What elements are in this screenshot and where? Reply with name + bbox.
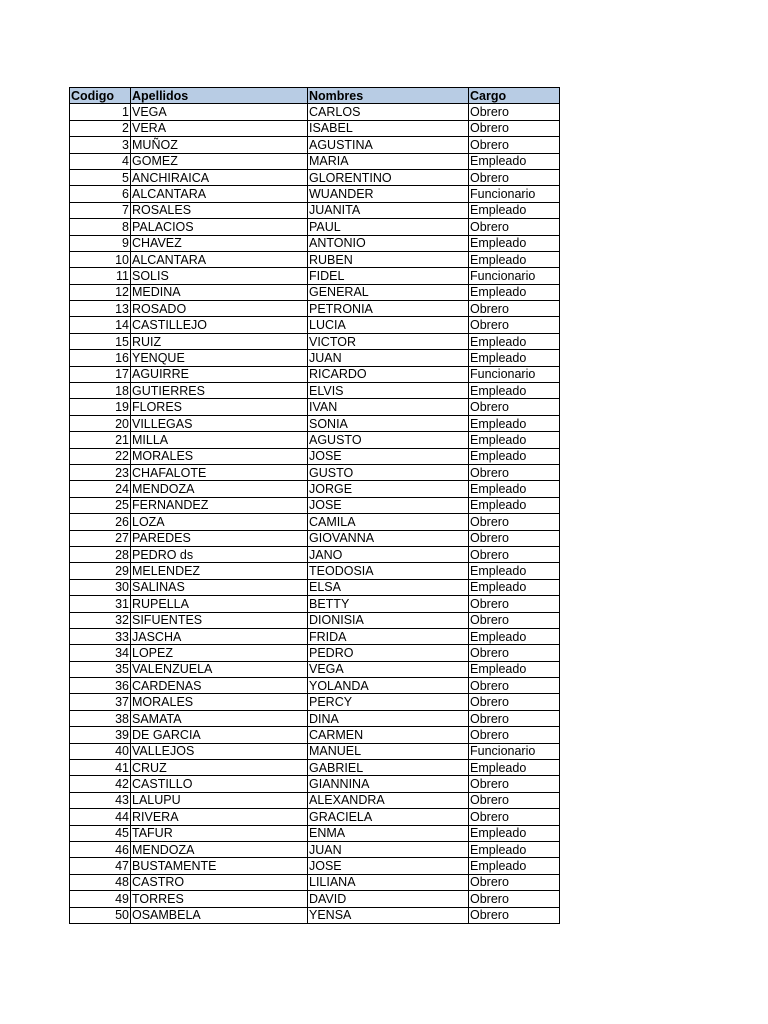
codigo-cell[interactable]: 16 bbox=[70, 350, 131, 366]
apellidos-cell[interactable]: TAFUR bbox=[131, 825, 308, 841]
table-body bbox=[70, 104, 560, 924]
cargo-cell[interactable]: Obrero bbox=[469, 301, 560, 317]
cargo-cell[interactable]: Obrero bbox=[469, 596, 560, 612]
codigo-cell[interactable]: 37 bbox=[70, 694, 131, 710]
cargo-cell[interactable]: Empleado bbox=[469, 841, 560, 857]
codigo-cell[interactable]: 48 bbox=[70, 874, 131, 890]
apellidos-cell[interactable]: VILLEGAS bbox=[131, 415, 308, 431]
table-row bbox=[70, 546, 560, 562]
cargo-cell[interactable]: Funcionario bbox=[469, 743, 560, 759]
cargo-cell[interactable]: Empleado bbox=[469, 858, 560, 874]
table-row bbox=[70, 366, 560, 382]
codigo-cell[interactable]: 23 bbox=[70, 464, 131, 480]
apellidos-cell[interactable]: TORRES bbox=[131, 891, 308, 907]
cargo-cell[interactable]: Funcionario bbox=[469, 268, 560, 284]
apellidos-cell[interactable]: ROSALES bbox=[131, 202, 308, 218]
cargo-cell[interactable]: Obrero bbox=[469, 645, 560, 661]
table-row bbox=[70, 284, 560, 300]
header-row bbox=[70, 88, 560, 104]
codigo-cell[interactable]: 47 bbox=[70, 858, 131, 874]
apellidos-cell[interactable]: LALUPU bbox=[131, 792, 308, 808]
codigo-cell[interactable]: 3 bbox=[70, 137, 131, 153]
codigo-cell[interactable]: 5 bbox=[70, 169, 131, 185]
codigo-cell[interactable]: 27 bbox=[70, 530, 131, 546]
apellidos-cell[interactable]: CRUZ bbox=[131, 760, 308, 776]
table-row bbox=[70, 202, 560, 218]
table-row bbox=[70, 628, 560, 644]
cargo-cell[interactable]: Obrero bbox=[469, 137, 560, 153]
codigo-cell[interactable]: 18 bbox=[70, 383, 131, 399]
nombres-cell[interactable]: PETRONIA bbox=[308, 301, 469, 317]
header-cargo[interactable]: Cargo bbox=[469, 88, 560, 104]
cargo-cell[interactable]: Obrero bbox=[469, 612, 560, 628]
codigo-cell[interactable]: 6 bbox=[70, 186, 131, 202]
codigo-cell[interactable]: 1 bbox=[70, 104, 131, 120]
nombres-cell[interactable]: GRACIELA bbox=[308, 809, 469, 825]
nombres-cell[interactable]: ELVIS bbox=[308, 383, 469, 399]
cargo-cell[interactable]: Obrero bbox=[469, 710, 560, 726]
table-row bbox=[70, 710, 560, 726]
nombres-cell[interactable]: TEODOSIA bbox=[308, 563, 469, 579]
header-apellidos[interactable]: Apellidos bbox=[131, 88, 308, 104]
apellidos-cell[interactable]: CASTRO bbox=[131, 874, 308, 890]
table-row bbox=[70, 891, 560, 907]
apellidos-cell[interactable]: SOLIS bbox=[131, 268, 308, 284]
header-nombres[interactable]: Nombres bbox=[308, 88, 469, 104]
codigo-cell[interactable]: 21 bbox=[70, 432, 131, 448]
cargo-cell[interactable]: Empleado bbox=[469, 825, 560, 841]
nombres-cell[interactable]: JUANITA bbox=[308, 202, 469, 218]
apellidos-cell[interactable]: CHAVEZ bbox=[131, 235, 308, 251]
cargo-cell[interactable]: Empleado bbox=[469, 284, 560, 300]
table-row bbox=[70, 579, 560, 595]
nombres-cell[interactable]: MARIA bbox=[308, 153, 469, 169]
apellidos-cell[interactable]: CARDENAS bbox=[131, 678, 308, 694]
cargo-cell[interactable]: Funcionario bbox=[469, 186, 560, 202]
cargo-cell[interactable]: Obrero bbox=[469, 219, 560, 235]
cargo-cell[interactable]: Obrero bbox=[469, 678, 560, 694]
table-row bbox=[70, 678, 560, 694]
codigo-cell[interactable]: 26 bbox=[70, 514, 131, 530]
nombres-cell[interactable]: GUSTO bbox=[308, 464, 469, 480]
table-row bbox=[70, 120, 560, 136]
apellidos-cell[interactable]: CASTILLEJO bbox=[131, 317, 308, 333]
table-row bbox=[70, 858, 560, 874]
cargo-cell[interactable]: Obrero bbox=[469, 891, 560, 907]
table-row bbox=[70, 415, 560, 431]
codigo-cell[interactable]: 31 bbox=[70, 596, 131, 612]
cargo-cell[interactable]: Obrero bbox=[469, 120, 560, 136]
apellidos-cell[interactable]: FERNANDEZ bbox=[131, 497, 308, 513]
apellidos-cell[interactable]: GOMEZ bbox=[131, 153, 308, 169]
apellidos-cell[interactable]: GUTIERRES bbox=[131, 383, 308, 399]
apellidos-cell[interactable]: YENQUE bbox=[131, 350, 308, 366]
table-row bbox=[70, 792, 560, 808]
employee-table bbox=[69, 87, 560, 924]
cargo-cell[interactable]: Obrero bbox=[469, 874, 560, 890]
employee-sheet bbox=[69, 87, 560, 924]
apellidos-cell[interactable]: ROSADO bbox=[131, 301, 308, 317]
cargo-cell[interactable]: Empleado bbox=[469, 251, 560, 267]
table-row bbox=[70, 301, 560, 317]
codigo-cell[interactable]: 45 bbox=[70, 825, 131, 841]
nombres-cell[interactable]: JOSE bbox=[308, 497, 469, 513]
nombres-cell[interactable]: AGUSTO bbox=[308, 432, 469, 448]
apellidos-cell[interactable]: RUPELLA bbox=[131, 596, 308, 612]
codigo-cell[interactable]: 22 bbox=[70, 448, 131, 464]
nombres-cell[interactable]: PEDRO bbox=[308, 645, 469, 661]
apellidos-cell[interactable]: RUIZ bbox=[131, 333, 308, 349]
cargo-cell[interactable]: Obrero bbox=[469, 727, 560, 743]
nombres-cell[interactable]: JUAN bbox=[308, 841, 469, 857]
codigo-cell[interactable]: 13 bbox=[70, 301, 131, 317]
table-row bbox=[70, 563, 560, 579]
codigo-cell[interactable]: 9 bbox=[70, 235, 131, 251]
nombres-cell[interactable]: AGUSTINA bbox=[308, 137, 469, 153]
table-row bbox=[70, 350, 560, 366]
cargo-cell[interactable]: Empleado bbox=[469, 481, 560, 497]
table-row bbox=[70, 809, 560, 825]
nombres-cell[interactable]: CARLOS bbox=[308, 104, 469, 120]
table-row bbox=[70, 514, 560, 530]
codigo-cell[interactable]: 30 bbox=[70, 579, 131, 595]
codigo-cell[interactable]: 49 bbox=[70, 891, 131, 907]
cargo-cell[interactable]: Obrero bbox=[469, 317, 560, 333]
apellidos-cell[interactable]: PEDRO ds bbox=[131, 546, 308, 562]
nombres-cell[interactable]: ELSA bbox=[308, 579, 469, 595]
nombres-cell[interactable]: GABRIEL bbox=[308, 760, 469, 776]
nombres-cell[interactable]: JANO bbox=[308, 546, 469, 562]
nombres-cell[interactable]: JUAN bbox=[308, 350, 469, 366]
cargo-cell[interactable]: Empleado bbox=[469, 432, 560, 448]
apellidos-cell[interactable]: VEGA bbox=[131, 104, 308, 120]
nombres-cell[interactable]: DIONISIA bbox=[308, 612, 469, 628]
apellidos-cell[interactable]: ALCANTARA bbox=[131, 251, 308, 267]
table-row bbox=[70, 104, 560, 120]
cargo-cell[interactable]: Obrero bbox=[469, 530, 560, 546]
apellidos-cell[interactable]: MILLA bbox=[131, 432, 308, 448]
apellidos-cell[interactable]: MELENDEZ bbox=[131, 563, 308, 579]
cargo-cell[interactable]: Empleado bbox=[469, 202, 560, 218]
table-row bbox=[70, 219, 560, 235]
apellidos-cell[interactable]: CHAFALOTE bbox=[131, 464, 308, 480]
apellidos-cell[interactable]: MORALES bbox=[131, 694, 308, 710]
cargo-cell[interactable]: Empleado bbox=[469, 153, 560, 169]
nombres-cell[interactable]: WUANDER bbox=[308, 186, 469, 202]
codigo-cell[interactable]: 25 bbox=[70, 497, 131, 513]
apellidos-cell[interactable]: VALLEJOS bbox=[131, 743, 308, 759]
nombres-cell[interactable]: YOLANDA bbox=[308, 678, 469, 694]
cargo-cell[interactable]: Empleado bbox=[469, 661, 560, 677]
table-row bbox=[70, 235, 560, 251]
table-row bbox=[70, 186, 560, 202]
apellidos-cell[interactable]: BUSTAMENTE bbox=[131, 858, 308, 874]
codigo-cell[interactable]: 20 bbox=[70, 415, 131, 431]
apellidos-cell[interactable]: OSAMBELA bbox=[131, 907, 308, 923]
codigo-cell[interactable]: 28 bbox=[70, 546, 131, 562]
codigo-cell[interactable]: 38 bbox=[70, 710, 131, 726]
codigo-cell[interactable]: 50 bbox=[70, 907, 131, 923]
apellidos-cell[interactable]: MEDINA bbox=[131, 284, 308, 300]
cargo-cell[interactable]: Obrero bbox=[469, 792, 560, 808]
cargo-cell[interactable]: Empleado bbox=[469, 350, 560, 366]
nombres-cell[interactable]: ENMA bbox=[308, 825, 469, 841]
codigo-cell[interactable]: 2 bbox=[70, 120, 131, 136]
apellidos-cell[interactable]: FLORES bbox=[131, 399, 308, 415]
nombres-cell[interactable]: JORGE bbox=[308, 481, 469, 497]
nombres-cell[interactable]: YENSA bbox=[308, 907, 469, 923]
cargo-cell[interactable]: Obrero bbox=[469, 514, 560, 530]
table-row bbox=[70, 317, 560, 333]
nombres-cell[interactable]: SONIA bbox=[308, 415, 469, 431]
apellidos-cell[interactable]: LOPEZ bbox=[131, 645, 308, 661]
apellidos-cell[interactable]: MORALES bbox=[131, 448, 308, 464]
cargo-cell[interactable]: Empleado bbox=[469, 448, 560, 464]
codigo-cell[interactable]: 35 bbox=[70, 661, 131, 677]
cargo-cell[interactable]: Obrero bbox=[469, 809, 560, 825]
cargo-cell[interactable]: Empleado bbox=[469, 579, 560, 595]
codigo-cell[interactable]: 29 bbox=[70, 563, 131, 579]
codigo-cell[interactable]: 19 bbox=[70, 399, 131, 415]
apellidos-cell[interactable]: PALACIOS bbox=[131, 219, 308, 235]
table-row bbox=[70, 251, 560, 267]
cargo-cell[interactable]: Obrero bbox=[469, 464, 560, 480]
apellidos-cell[interactable]: JASCHA bbox=[131, 628, 308, 644]
codigo-cell[interactable]: 10 bbox=[70, 251, 131, 267]
codigo-cell[interactable]: 36 bbox=[70, 678, 131, 694]
table-row bbox=[70, 530, 560, 546]
codigo-cell[interactable]: 11 bbox=[70, 268, 131, 284]
table-row bbox=[70, 612, 560, 628]
header-codigo[interactable]: Codigo bbox=[70, 88, 131, 104]
nombres-cell[interactable]: JOSE bbox=[308, 448, 469, 464]
nombres-cell[interactable]: BETTY bbox=[308, 596, 469, 612]
table-row bbox=[70, 776, 560, 792]
cargo-cell[interactable]: Empleado bbox=[469, 333, 560, 349]
apellidos-cell[interactable]: SIFUENTES bbox=[131, 612, 308, 628]
table-row bbox=[70, 333, 560, 349]
nombres-cell[interactable]: JOSE bbox=[308, 858, 469, 874]
codigo-cell[interactable]: 43 bbox=[70, 792, 131, 808]
cargo-cell[interactable]: Obrero bbox=[469, 104, 560, 120]
table-row bbox=[70, 841, 560, 857]
cargo-cell[interactable]: Empleado bbox=[469, 563, 560, 579]
cargo-cell[interactable]: Obrero bbox=[469, 694, 560, 710]
cargo-cell[interactable]: Obrero bbox=[469, 776, 560, 792]
table-row bbox=[70, 497, 560, 513]
nombres-cell[interactable]: PAUL bbox=[308, 219, 469, 235]
cargo-cell[interactable]: Empleado bbox=[469, 497, 560, 513]
nombres-cell[interactable]: ANTONIO bbox=[308, 235, 469, 251]
apellidos-cell[interactable]: SAMATA bbox=[131, 710, 308, 726]
nombres-cell[interactable]: LUCIA bbox=[308, 317, 469, 333]
codigo-cell[interactable]: 14 bbox=[70, 317, 131, 333]
cargo-cell[interactable]: Empleado bbox=[469, 383, 560, 399]
cargo-cell[interactable]: Obrero bbox=[469, 546, 560, 562]
nombres-cell[interactable]: GIANNINA bbox=[308, 776, 469, 792]
table-row bbox=[70, 432, 560, 448]
codigo-cell[interactable]: 17 bbox=[70, 366, 131, 382]
table-row bbox=[70, 137, 560, 153]
codigo-cell[interactable]: 40 bbox=[70, 743, 131, 759]
nombres-cell[interactable]: CARMEN bbox=[308, 727, 469, 743]
cargo-cell[interactable]: Empleado bbox=[469, 415, 560, 431]
apellidos-cell[interactable]: MENDOZA bbox=[131, 841, 308, 857]
table-row bbox=[70, 169, 560, 185]
apellidos-cell[interactable]: CASTILLO bbox=[131, 776, 308, 792]
table-row bbox=[70, 645, 560, 661]
nombres-cell[interactable]: DINA bbox=[308, 710, 469, 726]
nombres-cell[interactable]: VICTOR bbox=[308, 333, 469, 349]
codigo-cell[interactable]: 44 bbox=[70, 809, 131, 825]
table-row bbox=[70, 481, 560, 497]
apellidos-cell[interactable]: RIVERA bbox=[131, 809, 308, 825]
nombres-cell[interactable]: GLORENTINO bbox=[308, 169, 469, 185]
cargo-cell[interactable]: Empleado bbox=[469, 235, 560, 251]
nombres-cell[interactable]: MANUEL bbox=[308, 743, 469, 759]
table-row bbox=[70, 464, 560, 480]
nombres-cell[interactable]: DAVID bbox=[308, 891, 469, 907]
codigo-cell[interactable]: 15 bbox=[70, 333, 131, 349]
codigo-cell[interactable]: 46 bbox=[70, 841, 131, 857]
table-row bbox=[70, 268, 560, 284]
apellidos-cell[interactable]: SALINAS bbox=[131, 579, 308, 595]
apellidos-cell[interactable]: MENDOZA bbox=[131, 481, 308, 497]
apellidos-cell[interactable]: LOZA bbox=[131, 514, 308, 530]
nombres-cell[interactable]: IVAN bbox=[308, 399, 469, 415]
apellidos-cell[interactable]: PAREDES bbox=[131, 530, 308, 546]
apellidos-cell[interactable]: VALENZUELA bbox=[131, 661, 308, 677]
apellidos-cell[interactable]: ANCHIRAICA bbox=[131, 169, 308, 185]
codigo-cell[interactable]: 8 bbox=[70, 219, 131, 235]
nombres-cell[interactable]: ISABEL bbox=[308, 120, 469, 136]
apellidos-cell[interactable]: ALCANTARA bbox=[131, 186, 308, 202]
codigo-cell[interactable]: 41 bbox=[70, 760, 131, 776]
cargo-cell[interactable]: Obrero bbox=[469, 169, 560, 185]
nombres-cell[interactable]: FIDEL bbox=[308, 268, 469, 284]
codigo-cell[interactable]: 42 bbox=[70, 776, 131, 792]
nombres-cell[interactable]: LILIANA bbox=[308, 874, 469, 890]
nombres-cell[interactable]: CAMILA bbox=[308, 514, 469, 530]
table-row bbox=[70, 399, 560, 415]
nombres-cell[interactable]: ALEXANDRA bbox=[308, 792, 469, 808]
table-row bbox=[70, 727, 560, 743]
apellidos-cell[interactable]: AGUIRRE bbox=[131, 366, 308, 382]
nombres-cell[interactable]: RUBEN bbox=[308, 251, 469, 267]
cargo-cell[interactable]: Obrero bbox=[469, 907, 560, 923]
nombres-cell[interactable]: GIOVANNA bbox=[308, 530, 469, 546]
apellidos-cell[interactable]: MUÑOZ bbox=[131, 137, 308, 153]
table-row bbox=[70, 661, 560, 677]
nombres-cell[interactable]: RICARDO bbox=[308, 366, 469, 382]
nombres-cell[interactable]: GENERAL bbox=[308, 284, 469, 300]
table-row bbox=[70, 907, 560, 923]
codigo-cell[interactable]: 32 bbox=[70, 612, 131, 628]
cargo-cell[interactable]: Empleado bbox=[469, 760, 560, 776]
cargo-cell[interactable]: Empleado bbox=[469, 628, 560, 644]
nombres-cell[interactable]: FRIDA bbox=[308, 628, 469, 644]
codigo-cell[interactable]: 33 bbox=[70, 628, 131, 644]
table-row bbox=[70, 694, 560, 710]
codigo-cell[interactable]: 39 bbox=[70, 727, 131, 743]
table-row bbox=[70, 596, 560, 612]
codigo-cell[interactable]: 4 bbox=[70, 153, 131, 169]
cargo-cell[interactable]: Obrero bbox=[469, 399, 560, 415]
apellidos-cell[interactable]: VERA bbox=[131, 120, 308, 136]
table-row bbox=[70, 760, 560, 776]
nombres-cell[interactable]: PERCY bbox=[308, 694, 469, 710]
codigo-cell[interactable]: 7 bbox=[70, 202, 131, 218]
table-row bbox=[70, 743, 560, 759]
codigo-cell[interactable]: 34 bbox=[70, 645, 131, 661]
table-row bbox=[70, 874, 560, 890]
table-row bbox=[70, 383, 560, 399]
nombres-cell[interactable]: VEGA bbox=[308, 661, 469, 677]
cargo-cell[interactable]: Funcionario bbox=[469, 366, 560, 382]
codigo-cell[interactable]: 24 bbox=[70, 481, 131, 497]
table-row bbox=[70, 825, 560, 841]
apellidos-cell[interactable]: DE GARCIA bbox=[131, 727, 308, 743]
table-row bbox=[70, 153, 560, 169]
table-row bbox=[70, 448, 560, 464]
codigo-cell[interactable]: 12 bbox=[70, 284, 131, 300]
